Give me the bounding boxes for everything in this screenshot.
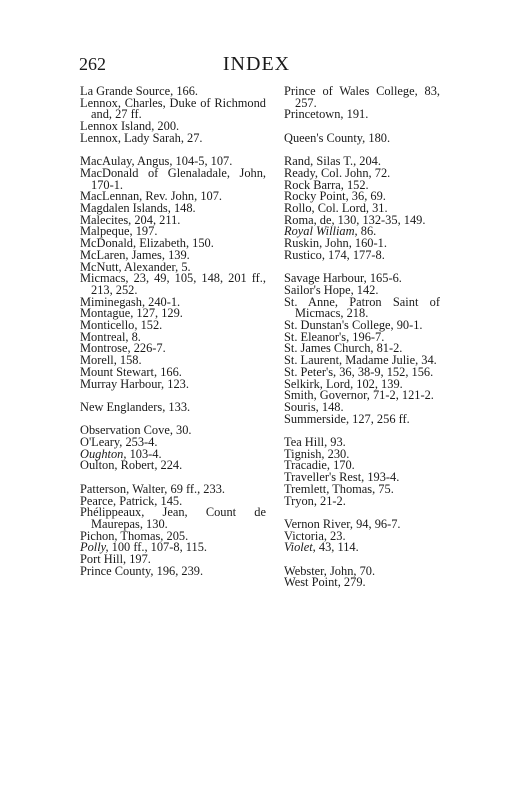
entry-text: Rollo, Col. Lord, 31. xyxy=(284,201,388,215)
entry-text: McNutt, Alexander, 5. xyxy=(80,259,191,274)
entry-text: Smith, Governor, 71-2, 121-2. xyxy=(284,388,434,403)
index-entry xyxy=(80,376,266,391)
entry-text: McLaren, James, 139. xyxy=(80,247,190,262)
index-entry xyxy=(284,86,440,109)
index-column-left xyxy=(80,86,266,577)
entry-text: St. Dunstan's College, 90-1. xyxy=(284,318,423,333)
entry-text: Montreal, 8. xyxy=(80,329,141,344)
index-entry xyxy=(80,165,266,192)
entry-text: Montrose, 226-7. xyxy=(80,341,166,356)
entry-text: St. Peter's, 36, 38-9, 152, 156. xyxy=(284,364,434,379)
entry-text: Vernon River, 94, 96-7. xyxy=(284,516,401,531)
entry-text: Rustico, 174, 177-8. xyxy=(284,247,385,262)
entry-text: MacLennan, Rev. John, 107. xyxy=(80,189,223,204)
index-entry xyxy=(80,95,266,122)
entry-text: 86. xyxy=(357,224,377,239)
index-entry xyxy=(80,460,266,472)
index-column-right xyxy=(284,86,440,589)
entry-text: Pearce, Patrick, 145. xyxy=(80,493,183,508)
index-entry xyxy=(80,399,266,414)
entry-text: Micmacs, 23, 49, 105, 148, 201 ff., 213, 252. xyxy=(80,271,266,297)
entry-text: Pichon, Thomas, 205. xyxy=(80,528,189,543)
entry-text: St. James Church, 81-2. xyxy=(284,341,403,356)
index-entry xyxy=(284,577,440,589)
entry-text: Prince County, 196, 239. xyxy=(80,563,204,578)
entry-text: Rock Barra, 152. xyxy=(284,177,369,192)
entry-text: Ruskin, John, 160-1. xyxy=(284,236,387,251)
entry-text: Observation Cove, 30. xyxy=(80,423,192,438)
entry-text: Mount Stewart, 166. xyxy=(80,364,182,379)
index-entry xyxy=(284,493,440,508)
entry-text: Rocky Point, 36, 69. xyxy=(284,189,386,204)
entry-text: Morell, 158. xyxy=(80,353,142,368)
entry-text: 43, 114. xyxy=(315,540,359,555)
entry-text: Phélippeaux, Jean, Count de Maurepas, 130. xyxy=(80,505,266,531)
entry-text: Queen's County, 180. xyxy=(284,130,391,145)
entry-text: Rand, Silas T., 204. xyxy=(284,154,381,169)
index-entry xyxy=(284,542,440,554)
entry-text: Murray Harbour, 123. xyxy=(80,376,189,391)
index-entry xyxy=(80,273,266,296)
entry-text: Oulton, Robert, 224. xyxy=(80,458,183,473)
entry-text: Savage Harbour, 165-6. xyxy=(284,271,402,286)
entry-italic-title: Violet, xyxy=(284,540,316,555)
entry-text: Summerside, 127, 256 ff. xyxy=(284,411,410,426)
entry-text: Tracadie, 170. xyxy=(284,458,355,473)
entry-text: Ready, Col. John, 72. xyxy=(284,165,391,180)
entry-text: Magdalen Islands, 148. xyxy=(80,201,196,216)
page-title: INDEX xyxy=(222,53,291,75)
entry-text: O'Leary, 253-4. xyxy=(80,435,158,450)
entry-text: Souris, 148. xyxy=(284,399,344,414)
page-number: 262 xyxy=(79,54,106,74)
entry-text: Prince of Wales College, 83, 257. xyxy=(284,84,440,110)
entry-text: Roma, de, 130, 132-35, 149. xyxy=(284,212,426,227)
entry-text: New Englanders, 133. xyxy=(80,399,191,414)
entry-text: Victoria, 23. xyxy=(284,528,346,543)
entry-text: Tryon, 21-2. xyxy=(284,493,346,508)
entry-text: Selkirk, Lord, 102, 139. xyxy=(284,376,403,391)
entry-text: Traveller's Rest, 193-4. xyxy=(284,470,400,485)
entry-text: MacDonald of Glenaladale, John, 170-1. xyxy=(80,165,266,192)
entry-text: St. Eleanor's, 196-7. xyxy=(284,329,385,344)
entry-text: St. Laurent, Madame Julie, 34. xyxy=(284,353,437,368)
entry-text: MacAulay, Angus, 104-5, 107. xyxy=(80,154,233,169)
entry-text: Tignish, 230. xyxy=(284,446,350,461)
entry-text: St. Anne, Patron Saint of Micmacs, 218. xyxy=(284,294,440,321)
entry-text: Miminegash, 240-1. xyxy=(80,294,181,309)
entry-text: Malpeque, 197. xyxy=(80,224,158,239)
entry-text: Port Hill, 197. xyxy=(80,552,151,567)
entry-text: Malecites, 204, 211. xyxy=(80,212,181,227)
entry-text: Webster, John, 70. xyxy=(284,563,376,578)
index-entry xyxy=(80,507,266,530)
entry-text: Lennox Island, 200. xyxy=(80,119,180,134)
entry-text: Tremlett, Thomas, 75. xyxy=(284,481,394,496)
index-entry xyxy=(284,411,440,426)
entry-text: Patterson, Walter, 69 ff., 233. xyxy=(80,481,225,496)
index-entry xyxy=(80,130,266,145)
entry-italic-title: Oughton, xyxy=(80,446,127,461)
entry-text: McDonald, Elizabeth, 150. xyxy=(80,236,214,251)
entry-text: Princetown, 191. xyxy=(284,107,369,122)
entry-text: Monticello, 152. xyxy=(80,318,163,333)
entry-text: 100 ff., 107-8, 115. xyxy=(108,540,207,555)
entry-text: Lennox, Charles, Duke of Richmond and, 27 ff. xyxy=(80,95,266,122)
entry-text: West Point, 279. xyxy=(284,575,366,590)
entry-text: Tea Hill, 93. xyxy=(284,435,346,450)
index-entry xyxy=(284,294,440,321)
index-entry xyxy=(80,563,266,578)
entry-text: 103-4. xyxy=(126,446,162,461)
index-entry xyxy=(284,130,440,145)
entry-text: Montague, 127, 129. xyxy=(80,306,183,321)
index-entry xyxy=(284,247,440,262)
entry-italic-title: Royal William, xyxy=(284,224,358,239)
entry-text: La Grande Source, 166. xyxy=(80,84,199,98)
entry-italic-title: Polly, xyxy=(80,540,109,555)
entry-text: Lennox, Lady Sarah, 27. xyxy=(80,130,203,145)
index-entry xyxy=(284,109,440,121)
entry-text: Sailor's Hope, 142. xyxy=(284,282,379,297)
